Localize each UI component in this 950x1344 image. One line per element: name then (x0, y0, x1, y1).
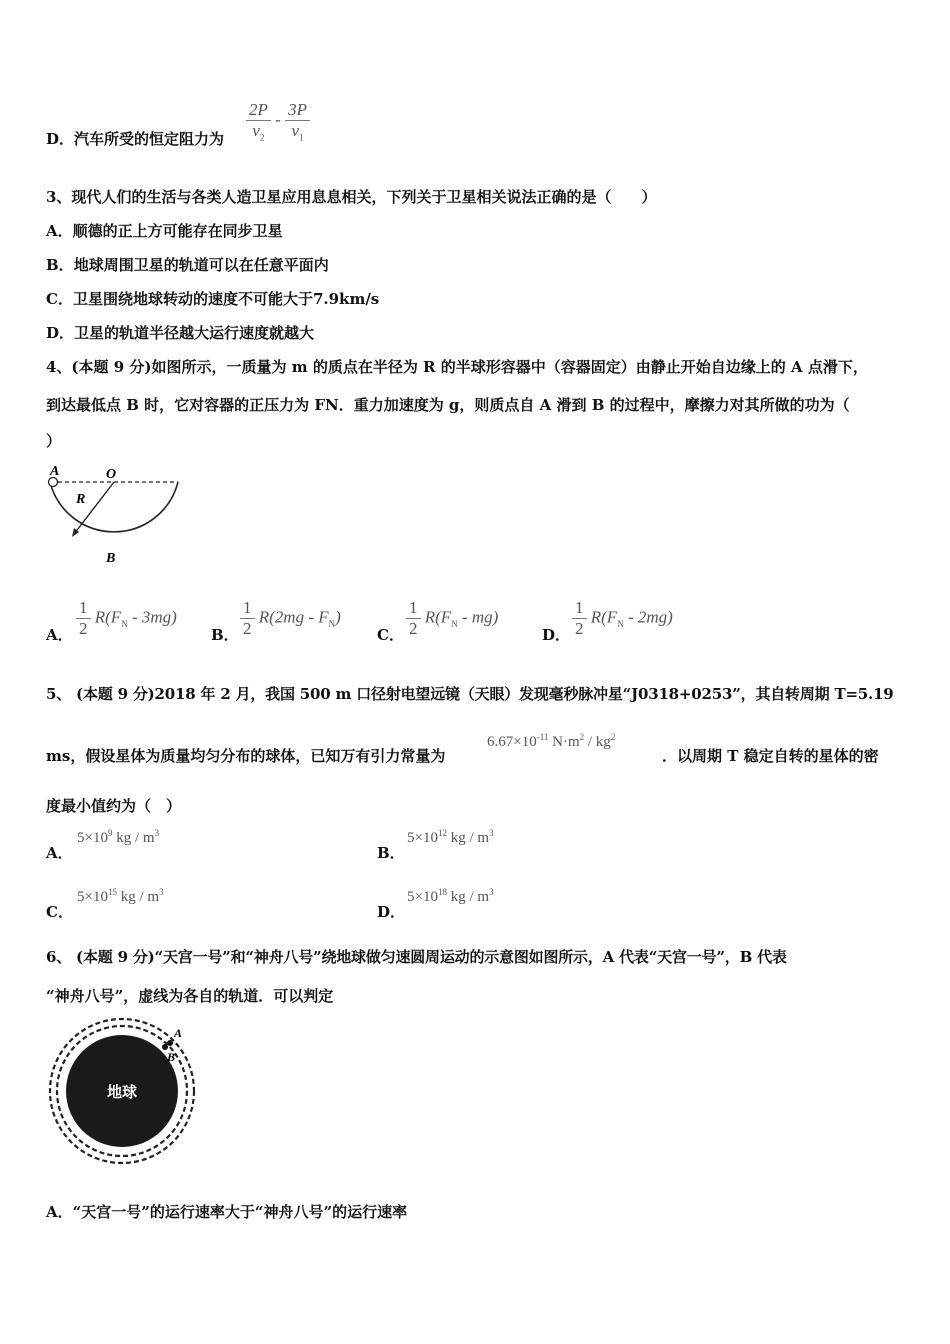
subscript: N (617, 618, 624, 629)
unit-exponent: 3 (489, 887, 494, 897)
q4-option-a-formula (76, 598, 177, 639)
value-base: 5×10 (77, 830, 108, 846)
option-text: 汽车所受的恒定阻力为 (74, 130, 225, 148)
fraction-denominator: v (252, 121, 260, 140)
q5-option-d-value (407, 887, 494, 906)
unit-exponent: 3 (154, 828, 160, 838)
option-text: “天宫一号”的运行速率大于“神舟八号”的运行速率 (72, 1203, 408, 1221)
q5-stem-line1: 5、 (本题 9 分)2018 年 2 月，我国 500 m 口径射电望远镜（天眼）发现毫秒脉冲星“J0318+0253”，其自转周期 T=5.19 (46, 685, 894, 703)
radius-r-label: R (76, 492, 86, 507)
q6-option-a (46, 1201, 407, 1222)
q5-option-c-value (77, 887, 164, 906)
subscript: 1 (299, 132, 304, 143)
value-base: 5×10 (407, 830, 438, 846)
q5-option-c-label: C． (46, 903, 73, 921)
fraction-numerator: 1 (240, 598, 255, 619)
q4-option-c-label: C． (377, 626, 404, 644)
q3-option-c (46, 288, 379, 309)
q5-option-a-label: A． (46, 844, 73, 862)
expression-end: ) (335, 607, 341, 627)
subscript: N (328, 618, 336, 629)
option-label: C． (46, 290, 73, 308)
q5-option-b-label: B． (377, 844, 405, 862)
g-unit-2: / kg (584, 734, 611, 750)
g-exponent: -11 (536, 732, 549, 742)
expression-start: R(F (590, 607, 618, 627)
value-base: 5×10 (77, 889, 108, 905)
value-exponent: 15 (107, 887, 117, 897)
q5-option-a-value (77, 828, 159, 847)
point-b-label: B (106, 551, 116, 566)
q2-optd-formula (246, 100, 310, 142)
fraction-numerator: 1 (76, 598, 91, 619)
q4-option-d-formula (572, 598, 673, 639)
subscript: N (451, 618, 458, 629)
fraction-numerator: 3P (285, 100, 310, 121)
option-label: A． (46, 222, 73, 240)
g-unit-exponent: 2 (579, 732, 585, 742)
q6-stem-line1: 6、 (本题 9 分)“天宫一号”和“神舟八号”绕地球做匀速圆周运动的示意图如图所示，A 代表“天宫一号”，B 代表 (46, 948, 787, 966)
q4-option-b-label: B． (211, 626, 239, 644)
option-label: B． (46, 256, 74, 274)
fraction-denominator: 2 (243, 619, 252, 638)
q3-stem: 3、现代人们的生活与各类人造卫星应用息息相关，下列关于卫星相关说法正确的是（ ） (46, 188, 657, 206)
expression-start: R(F (94, 607, 122, 627)
expression-start: R(F (424, 607, 452, 627)
value-exponent: 18 (437, 887, 447, 897)
unit-exponent: 3 (159, 887, 164, 897)
earth-label: 地球 (106, 1083, 138, 1101)
option-label: A． (46, 1203, 73, 1221)
expression-end: - 2mg) (623, 607, 673, 627)
expression-start: R(2mg - F (258, 607, 329, 627)
q5-stem-line2-start: ms，假设星体为质量均匀分布的球体，已知万有引力常量为 (46, 747, 446, 765)
fraction-numerator: 1 (572, 598, 587, 619)
g-unit: N·m (548, 734, 580, 750)
value-unit: kg / m (112, 830, 155, 846)
satellite-a-dot (167, 1040, 173, 1046)
point-a-label: A (50, 464, 60, 479)
fraction-denominator: 2 (79, 619, 88, 638)
earth-orbit-figure (46, 1015, 198, 1167)
q4-option-c-formula (406, 598, 498, 639)
radius-line (74, 482, 114, 534)
expression-end: - mg) (457, 607, 499, 627)
expression-end: - 3mg) (127, 607, 177, 627)
q4-option-b-formula (240, 598, 341, 639)
hemisphere-container-figure (44, 460, 186, 568)
satellite-a-label: A (174, 1026, 183, 1040)
option-label: D． (46, 130, 75, 148)
q4-stem-line1: 4、(本题 9 分)如图所示，一质量为 m 的质点在半径为 R 的半球形容器中（容器固定）由静止开始自边缘上的 A 点滑下， (46, 358, 868, 376)
value-exponent: 9 (107, 828, 113, 838)
subscript: N (121, 618, 128, 629)
q4-stem-line3: ） (46, 432, 62, 450)
q4-option-d-label: D． (542, 626, 571, 644)
option-label: D． (46, 324, 75, 342)
option-text: 卫星围绕地球转动的速度不可能大于7.9km/s (72, 290, 380, 308)
value-unit: kg / m (116, 889, 160, 905)
fraction-denominator: v (291, 121, 300, 140)
q3-option-d (46, 322, 314, 343)
q6-stem-line2: “神舟八号”，虚线为各自的轨道．可以判定 (46, 987, 334, 1005)
q2-option-d (46, 128, 224, 149)
point-o-label: O (106, 467, 117, 482)
subscript: 2 (259, 132, 265, 143)
q5-option-d-label: D． (377, 903, 406, 921)
q4-stem-line2: 到达最低点 B 时，它对容器的正压力为 FN．重力加速度为 g，则质点自 A 滑到 B 的过程中，摩擦力对其所做的功为（ (46, 396, 850, 414)
q3-option-b (46, 254, 329, 275)
fraction-numerator: 1 (406, 598, 421, 619)
q5-stem-line3: 度最小值约为（ ） (46, 797, 182, 815)
option-text: 卫星的轨道半径越大运行速度就越大 (74, 324, 315, 342)
fraction-denominator: 2 (575, 619, 584, 638)
value-base: 5×10 (407, 889, 438, 905)
g-value: 6.67×10 (487, 734, 537, 750)
q4-option-a-label: A． (46, 626, 73, 644)
option-text: 顺德的正上方可能存在同步卫星 (72, 222, 283, 240)
option-text: 地球周围卫星的轨道可以在任意平面内 (73, 256, 329, 274)
fraction-denominator: 2 (409, 619, 418, 638)
hemisphere-arc (50, 482, 178, 532)
gravitational-constant (487, 732, 615, 751)
minus-sign: - (275, 110, 281, 130)
fraction-numerator: 2P (246, 100, 271, 121)
q5-option-b-value (407, 828, 494, 847)
satellite-b-label: B (167, 1050, 176, 1064)
value-unit: kg / m (446, 889, 490, 905)
g-unit-2-exponent: 2 (610, 732, 616, 742)
value-exponent: 12 (437, 828, 447, 838)
value-unit: kg / m (446, 830, 490, 846)
q5-stem-line2-end: ．以周期 T 稳定自转的星体的密 (662, 747, 879, 765)
q3-option-a (46, 220, 283, 241)
unit-exponent: 3 (489, 828, 494, 838)
